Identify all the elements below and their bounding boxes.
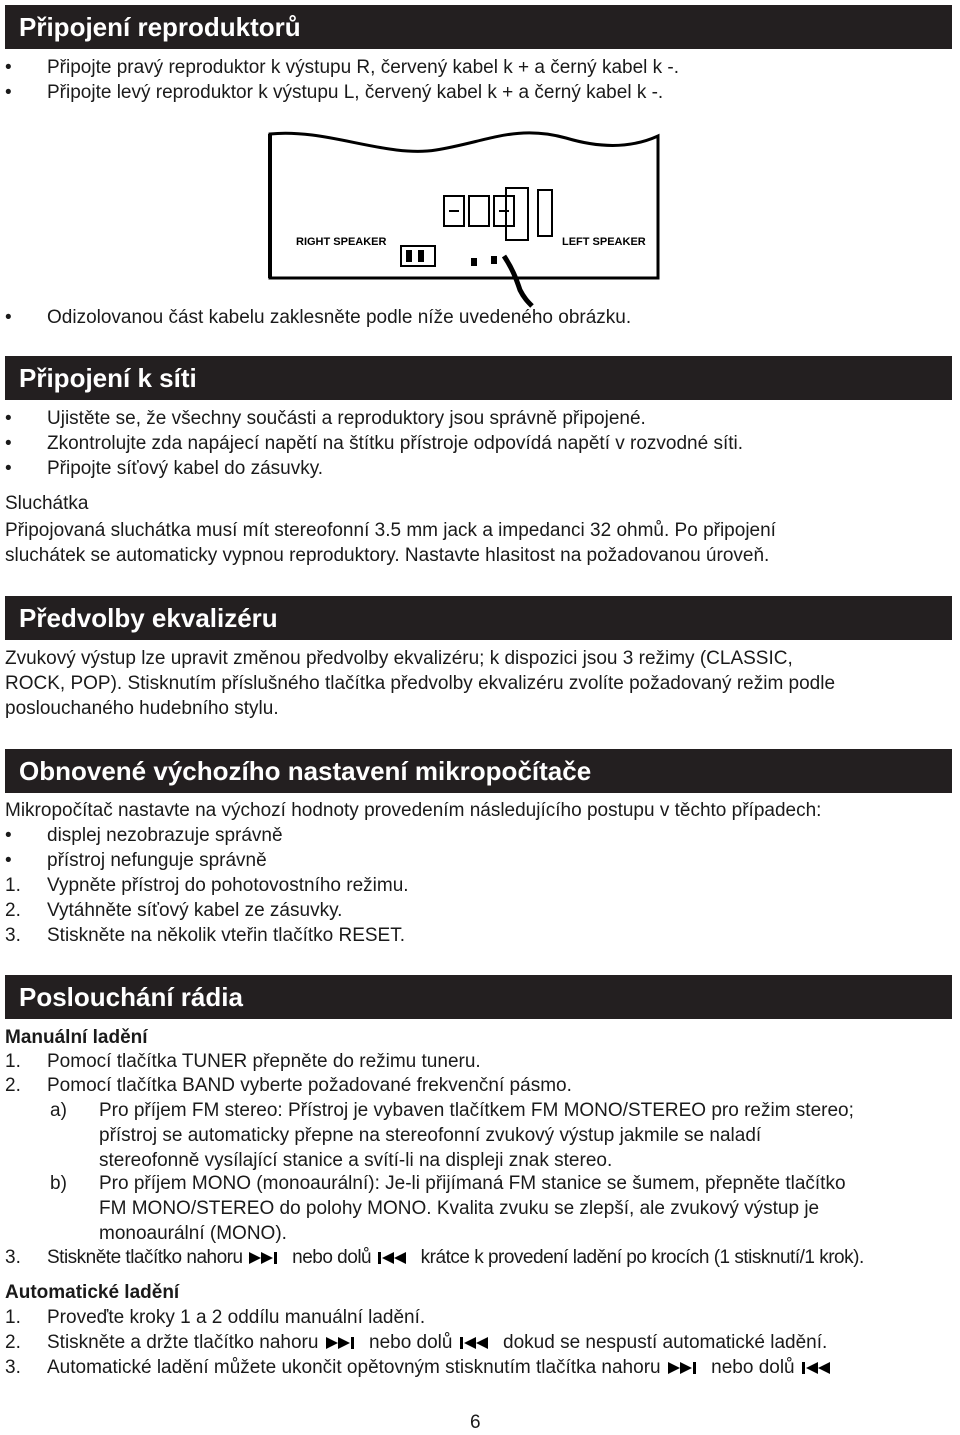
bullet: • <box>5 433 12 454</box>
step-number: 2. <box>5 1332 21 1353</box>
speaker-right-instruction: Připojte pravý reproduktor k výstupu R, červený kabel k + a černý kabel k -. <box>47 57 680 78</box>
equalizer-text-2: ROCK, POP). Stisknutím příslušného tlačítka předvolby ekvalizéru zvolíte požadovaný režim podle <box>5 673 836 694</box>
auto-step-1: Proveďte kroky 1 a 2 oddílu manuální ladění. <box>47 1307 426 1328</box>
bullet: • <box>5 825 12 846</box>
power-check-instruction: Ujistěte se, že všechny součásti a reproduktory jsou správně připojené. <box>47 408 646 429</box>
fm-mono-text-1: Pro příjem MONO (monoaurální): Je-li přijímaná FM stanice se šumem, přepněte tlačítko <box>99 1173 846 1194</box>
headphones-text-1: Připojovaná sluchátka musí mít stereofonní 3.5 mm jack a impedanci 32 ohmů. Po připojení <box>5 520 776 541</box>
step-number: 1. <box>5 1051 21 1072</box>
fm-stereo-text-2: přístroj se automaticky přepne na stereofonní zvukový výstup jakmile se naladí <box>99 1125 762 1146</box>
auto-step-3 <box>47 1355 840 1380</box>
step-number: 3. <box>5 1247 21 1268</box>
auto-step-2-part-2: nebo dolů <box>369 1332 453 1353</box>
voltage-check-instruction: Zkontrolujte zda napájecí napětí na štítku přístroje odpovídá napětí v rozvodné síti. <box>47 433 744 454</box>
step-number: 3. <box>5 925 21 946</box>
skip-back-icon <box>376 1251 416 1265</box>
fm-stereo-text-3: stereofonně vysílající stanice a svítí-li na displeji znak stereo. <box>99 1150 613 1171</box>
reset-step-3: Stiskněte na několik vteřin tlačítko RESET. <box>47 925 405 946</box>
equalizer-text-1: Zvukový výstup lze upravit změnou předvolby ekvalizéru; k dispozici jsou 3 režimy (CLASSIC, <box>5 648 793 669</box>
left-speaker-label: LEFT SPEAKER <box>562 236 646 248</box>
speaker-left-instruction: Připojte levý reproduktor k výstupu L, červený kabel k + a černý kabel k -. <box>47 82 664 103</box>
display-digits <box>444 196 514 226</box>
bullet: • <box>5 408 12 429</box>
headphones-text-2: sluchátek se automaticky vypnou reproduktory. Nastavte hlasitost na požadovanou úroveň. <box>5 545 770 566</box>
auto-step-3-part-2: nebo dolů <box>711 1357 795 1378</box>
skip-forward-icon <box>324 1336 364 1350</box>
right-speaker-label: RIGHT SPEAKER <box>296 236 387 248</box>
step-number: 1. <box>5 1307 21 1328</box>
reset-step-2: Vytáhněte síťový kabel ze zásuvky. <box>47 900 343 921</box>
step-number: 2. <box>5 1075 21 1096</box>
headphones-subheading: Sluchátka <box>5 493 89 514</box>
reset-case-malfunction: přístroj nefunguje správně <box>47 850 267 871</box>
section-header-radio: Poslouchání rádia <box>5 975 952 1019</box>
cable-instruction: Odizolovanou část kabelu zaklesněte podle níže uvedeného obrázku. <box>47 307 632 328</box>
speaker-connection-diagram <box>266 128 662 308</box>
section-header-equalizer: Předvolby ekvalizéru <box>5 596 952 640</box>
step-number: 3. <box>5 1357 21 1378</box>
skip-back-icon <box>458 1336 498 1350</box>
sub-step-letter: b) <box>50 1173 67 1194</box>
reset-intro: Mikropočítač nastavte na výchozí hodnoty provedením následujícího postupu v těchto případech: <box>5 800 822 821</box>
skip-forward-icon <box>247 1251 287 1265</box>
auto-step-2-part-3: dokud se nespustí automatické ladění. <box>503 1332 828 1353</box>
manual-tuning-heading: Manuální ladění <box>5 1027 148 1048</box>
manual-step-2: Pomocí tlačítka BAND vyberte požadované frekvenční pásmo. <box>47 1075 572 1096</box>
fm-mono-text-3: monoaurální (MONO). <box>99 1223 287 1244</box>
auto-tuning-heading: Automatické ladění <box>5 1282 180 1303</box>
manual-step-1: Pomocí tlačítka TUNER přepněte do režimu tuneru. <box>47 1051 481 1072</box>
manual-step-3-part-1: Stiskněte tlačítko nahoru <box>47 1247 243 1268</box>
step-number: 1. <box>5 875 21 896</box>
sub-step-letter: a) <box>50 1100 67 1121</box>
reset-case-display: displej nezobrazuje správně <box>47 825 283 846</box>
auto-step-2 <box>47 1330 827 1355</box>
skip-forward-icon <box>666 1361 706 1375</box>
bullet: • <box>5 307 12 328</box>
manual-step-3-part-3: krátce k provedení ladění po krocích (1 stisknutí/1 krok). <box>420 1247 864 1268</box>
section-header-speakers: Připojení reproduktorů <box>5 5 952 49</box>
plug-in-instruction: Připojte síťový kabel do zásuvky. <box>47 458 324 479</box>
reset-step-1: Vypněte přístroj do pohotovostního režimu. <box>47 875 409 896</box>
auto-step-3-part-1: Automatické ladění můžete ukončit opětovným stisknutím tlačítka nahoru <box>47 1357 661 1378</box>
fm-stereo-text-1: Pro příjem FM stereo: Přístroj je vybaven tlačítkem FM MONO/STEREO pro režim stereo; <box>99 1100 854 1121</box>
bullet: • <box>5 458 12 479</box>
fm-mono-text-2: FM MONO/STEREO do polohy MONO. Kvalita zvuku se zlepší, ale zvukový výstup je <box>99 1198 820 1219</box>
auto-step-2-part-1: Stiskněte a držte tlačítko nahoru <box>47 1332 319 1353</box>
equalizer-text-3: poslouchaného hudebního stylu. <box>5 698 279 719</box>
step-number: 2. <box>5 900 21 921</box>
section-header-power: Připojení k síti <box>5 356 952 400</box>
manual-step-3-part-2: nebo dolů <box>292 1247 372 1268</box>
bullet: • <box>5 57 12 78</box>
page-number: 6 <box>470 1412 481 1433</box>
skip-back-icon <box>800 1361 840 1375</box>
bullet: • <box>5 82 12 103</box>
section-header-reset: Obnovené výchozího nastavení mikropočítače <box>5 749 952 793</box>
bullet: • <box>5 850 12 871</box>
manual-step-3 <box>47 1245 864 1270</box>
